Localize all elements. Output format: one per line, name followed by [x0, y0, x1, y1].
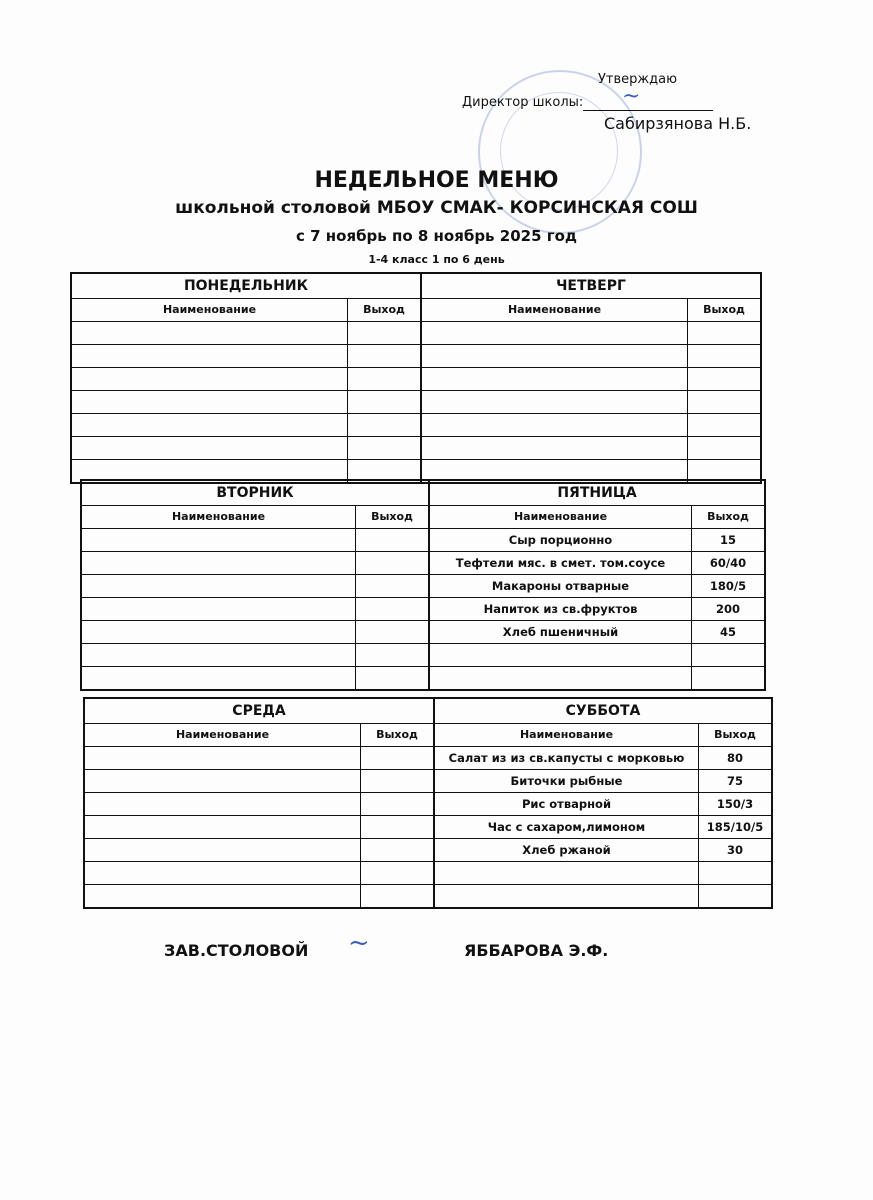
table-row — [435, 885, 771, 907]
dish-output — [355, 552, 428, 574]
dish-output — [687, 437, 760, 459]
table-row — [85, 770, 433, 793]
col-name-header: Наименование — [519, 728, 614, 741]
table-row — [430, 552, 764, 575]
dish-output — [687, 345, 760, 367]
table-row — [435, 747, 771, 770]
table-row — [85, 747, 433, 770]
dish-output — [360, 793, 433, 815]
dish-output — [360, 839, 433, 861]
dish-name: Салат из из св.капусты с морковью — [448, 751, 685, 765]
table-row — [430, 644, 764, 667]
dish-name: Час с сахаром,лимоном — [487, 820, 646, 834]
menu-period: с 7 ноябрь по 8 ноябрь 2025 год — [296, 227, 577, 245]
dish-name: Биточки рыбные — [510, 774, 623, 788]
approve-label: Утверждаю — [598, 72, 678, 87]
table-row — [85, 793, 433, 816]
table-row — [430, 575, 764, 598]
dish-output — [360, 862, 433, 884]
director-signature: ~ — [622, 84, 641, 109]
dish-output — [687, 322, 760, 344]
table-row — [82, 552, 428, 575]
dish-name: Сыр порционно — [508, 533, 613, 547]
dish-output — [355, 667, 428, 689]
dish-name: Макароны отварные — [491, 579, 630, 593]
canteen-head-label: ЗАВ.СТОЛОВОЙ — [164, 941, 309, 960]
day-table — [428, 481, 764, 689]
dish-output — [355, 621, 428, 643]
table-row — [435, 839, 771, 862]
dish-output — [360, 885, 433, 907]
day-table — [82, 481, 428, 689]
dish-name: Рис отварной — [521, 797, 612, 811]
table-row — [422, 368, 760, 391]
dish-name — [85, 816, 360, 838]
dish-output — [698, 862, 771, 884]
dish-output — [347, 414, 420, 436]
table-row — [82, 644, 428, 667]
table-header — [72, 299, 420, 322]
col-name-header: Наименование — [171, 510, 266, 523]
dish-name — [72, 345, 347, 367]
dish-output — [691, 667, 764, 689]
day-table — [85, 699, 433, 907]
col-output-header: Выход — [698, 724, 771, 746]
dish-name — [430, 667, 691, 689]
dish-name — [422, 414, 687, 436]
dish-output: 15 — [691, 529, 764, 551]
dish-output: 80 — [698, 747, 771, 769]
dish-name — [85, 862, 360, 884]
day-title: ВТОРНИК — [82, 481, 428, 506]
table-row — [82, 621, 428, 644]
col-name-header: Наименование — [513, 510, 608, 523]
dish-name — [85, 885, 360, 907]
dish-output — [691, 644, 764, 666]
dish-name — [422, 437, 687, 459]
dish-output: 185/10/5 — [698, 816, 771, 838]
dish-output — [347, 345, 420, 367]
dish-output: 150/3 — [698, 793, 771, 815]
day-title: СУББОТА — [435, 699, 771, 724]
dish-output — [360, 747, 433, 769]
table-row — [430, 598, 764, 621]
table-header — [430, 506, 764, 529]
document-subtitle: школьной столовой МБОУ СМАК- КОРСИНСКАЯ СОШ — [175, 198, 698, 218]
col-name-header: Наименование — [175, 728, 270, 741]
col-name-header: Наименование — [162, 303, 257, 316]
table-row — [422, 322, 760, 345]
col-output-header: Выход — [360, 724, 433, 746]
dish-name — [72, 437, 347, 459]
document-title: НЕДЕЛЬНОЕ МЕНЮ — [314, 168, 559, 193]
dish-name — [82, 575, 355, 597]
table-header — [82, 506, 428, 529]
dish-output — [347, 391, 420, 413]
dish-name — [430, 644, 691, 666]
table-row — [422, 437, 760, 460]
dish-output — [687, 368, 760, 390]
table-row — [82, 529, 428, 552]
day-title: ЧЕТВЕРГ — [422, 274, 760, 299]
director-name: Сабирзянова Н.Б. — [604, 114, 752, 133]
dish-name — [85, 747, 360, 769]
dish-name — [82, 529, 355, 551]
dish-name — [435, 885, 698, 907]
dish-name — [85, 793, 360, 815]
dish-name — [422, 345, 687, 367]
dish-name — [72, 391, 347, 413]
dish-output — [360, 816, 433, 838]
dish-name — [82, 552, 355, 574]
day-table — [433, 699, 771, 907]
dish-name: Хлеб пшеничный — [502, 625, 619, 639]
dish-name — [85, 839, 360, 861]
table-row — [435, 770, 771, 793]
table-header — [422, 299, 760, 322]
table-row — [430, 621, 764, 644]
canteen-head-name: ЯББАРОВА Э.Ф. — [464, 941, 609, 960]
dish-output — [355, 644, 428, 666]
day-table — [420, 274, 760, 482]
dish-output — [698, 885, 771, 907]
dish-name — [422, 322, 687, 344]
dish-output: 60/40 — [691, 552, 764, 574]
table-row — [72, 391, 420, 414]
dish-output — [355, 529, 428, 551]
dish-output — [360, 770, 433, 792]
menu-block-tue-fri — [80, 479, 766, 691]
table-row — [85, 885, 433, 907]
dish-name — [82, 644, 355, 666]
table-row — [72, 437, 420, 460]
dish-output: 180/5 — [691, 575, 764, 597]
day-title: ПОНЕДЕЛЬНИК — [72, 274, 420, 299]
dish-output: 45 — [691, 621, 764, 643]
dish-name: Тефтели мяс. в смет. том.соусе — [455, 556, 666, 570]
dish-name — [82, 667, 355, 689]
table-row — [422, 391, 760, 414]
col-name-header: Наименование — [507, 303, 602, 316]
table-header — [435, 724, 771, 747]
table-row — [430, 667, 764, 689]
dish-output: 75 — [698, 770, 771, 792]
dish-name — [72, 414, 347, 436]
class-range: 1-4 класс 1 по 6 день — [368, 253, 505, 266]
dish-output — [687, 414, 760, 436]
table-row — [72, 345, 420, 368]
dish-name — [422, 368, 687, 390]
canteen-head-signature: ~ — [348, 928, 370, 958]
table-row — [430, 529, 764, 552]
day-title: СРЕДА — [85, 699, 433, 724]
table-row — [435, 816, 771, 839]
table-row — [422, 414, 760, 437]
menu-block-wed-sat — [83, 697, 773, 909]
dish-output — [347, 437, 420, 459]
col-output-header: Выход — [347, 299, 420, 321]
dish-output — [347, 322, 420, 344]
day-title: ПЯТНИЦА — [430, 481, 764, 506]
dish-output: 200 — [691, 598, 764, 620]
table-row — [435, 793, 771, 816]
dish-output — [355, 598, 428, 620]
table-row — [85, 862, 433, 885]
col-output-header: Выход — [691, 506, 764, 528]
table-row — [72, 368, 420, 391]
col-output-header: Выход — [687, 299, 760, 321]
dish-name — [82, 621, 355, 643]
dish-output — [347, 368, 420, 390]
dish-name — [422, 391, 687, 413]
table-row — [85, 816, 433, 839]
col-output-header: Выход — [355, 506, 428, 528]
table-row — [82, 667, 428, 689]
table-row — [422, 345, 760, 368]
dish-name — [82, 598, 355, 620]
table-row — [435, 862, 771, 885]
dish-name: Хлеб ржаной — [522, 843, 611, 857]
dish-output: 30 — [698, 839, 771, 861]
dish-name — [72, 322, 347, 344]
table-row — [82, 575, 428, 598]
signature-line — [583, 110, 713, 111]
dish-output — [687, 391, 760, 413]
day-table — [72, 274, 420, 482]
director-label: Директор школы: — [462, 95, 584, 110]
table-row — [72, 414, 420, 437]
dish-output — [355, 575, 428, 597]
menu-block-mon-thu — [70, 272, 762, 484]
dish-name: Напиток из св.фруктов — [483, 602, 638, 616]
table-row — [85, 839, 433, 862]
dish-name — [435, 862, 698, 884]
table-header — [85, 724, 433, 747]
dish-name — [72, 368, 347, 390]
dish-name — [85, 770, 360, 792]
table-row — [82, 598, 428, 621]
table-row — [72, 322, 420, 345]
